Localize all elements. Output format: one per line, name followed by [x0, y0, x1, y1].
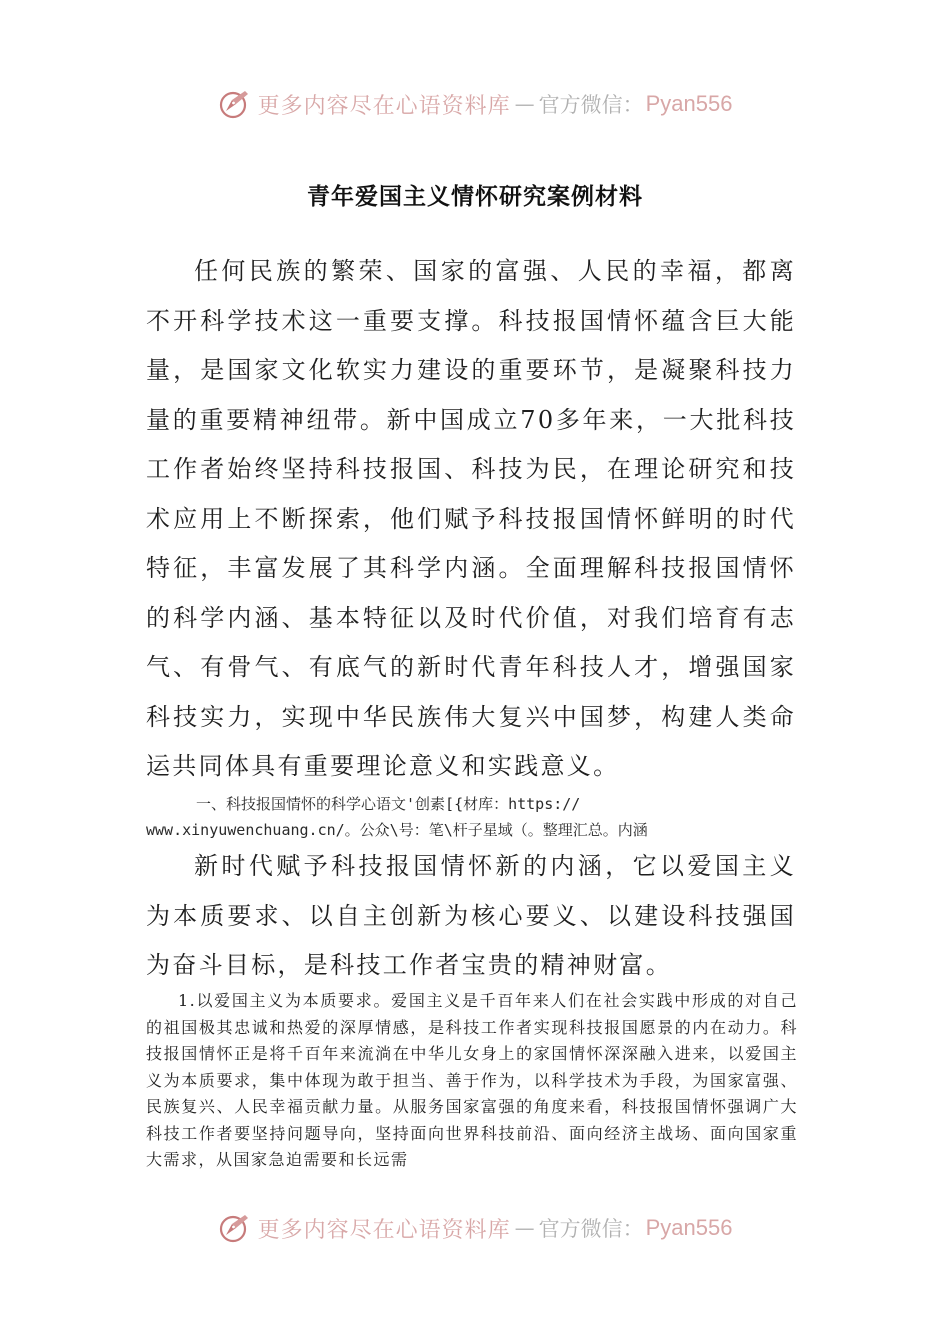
paragraph-2: 新时代赋予科技报国情怀新的内涵，它以爱国主义为本质要求、以自主创新为核心要义、以建设科技强国为奋斗目标，是科技工作者宝贵的精神财富。 — [146, 852, 796, 979]
watermark-footer — [0, 1208, 950, 1248]
header-separator: — — [514, 92, 535, 116]
section-heading-line-1: 一、科技报国情怀的科学心语文'创素[{材库：https:// — [196, 795, 581, 813]
footer-separator: — — [514, 1216, 535, 1240]
footer-handle: Pyan556 — [645, 1215, 733, 1240]
paragraph-3: 1.以爱国主义为本质要求。爱国主义是千百年来人们在社会实践中形成的对自己的祖国极其忠诚和热爱的深厚情感，是科技工作者实现科技报国愿景的内在动力。科技报国情怀正是将千百年来流淌在中华儿女身上的家国情怀深深融入进来，以爱国主义为本质要求，集中体现为敢于担当、善于作为，以科学技术为手段，为国家富强、民族复兴、人民幸福贡献力量。从服务国家富强的角度来看，科技报国情怀强调广大科技工作者要坚持问题导向，坚持面向世界科技前沿、面向经济主战场、面向国家重大需求，从国家急迫需要和长远需 — [146, 991, 798, 1169]
section-heading — [146, 791, 796, 843]
header-contact-label: 官方微信： — [538, 93, 644, 117]
paragraph-1: 任何民族的繁荣、国家的富强、人民的幸福，都离不开科学技术这一重要支撑。科技报国情怀蕴含巨大能量，是国家文化软实力建设的重要环节，是凝聚科技力量的重要精神纽带。新中国成立70多年来，一大批科技工作者始终坚持科技报国、科技为民，在理论研究和技术应用上不断探索，他们赋予科技报国情怀鲜明的时代特征，丰富发展了其科学内涵。全面理解科技报国情怀的科学内涵、基本特征以及时代价值，对我们培育有志气、有骨气、有底气的新时代青年科技人才，增强国家科技实力，实现中华民族伟大复兴中国梦，构建人类命运共同体具有重要理论意义和实践意义。 — [146, 257, 796, 780]
section-heading-line-2: www.xinyuwenchuang.cn/。公众\号：笔\杆子星域（。整理汇总。内涵 — [146, 821, 648, 839]
watermark-header — [0, 84, 950, 124]
header-handle: Pyan556 — [645, 91, 733, 116]
footer-contact-label: 官方微信： — [538, 1217, 644, 1241]
pen-nib-circle-icon — [218, 87, 252, 121]
footer-brand: 更多内容尽在心语资料库 — [257, 1217, 511, 1243]
header-brand: 更多内容尽在心语资料库 — [257, 93, 511, 119]
pen-nib-circle-icon — [218, 1211, 252, 1245]
document-title: 青年爱国主义情怀研究案例材料 — [307, 184, 643, 210]
